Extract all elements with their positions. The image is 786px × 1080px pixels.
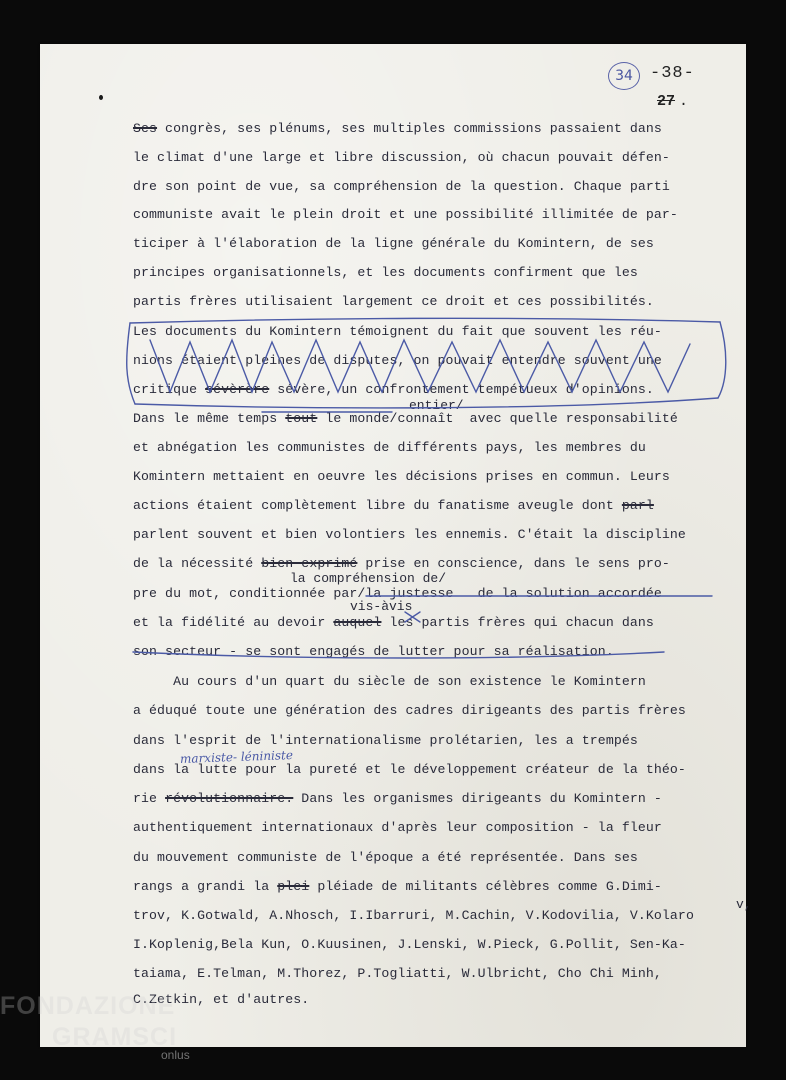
old-page-number-suffix: .	[679, 93, 689, 110]
line-text-continued: Dans les organismes dirigeants du Komintern -	[293, 791, 662, 806]
inserted-phrase-comprehension: la compréhension de/	[290, 571, 447, 586]
line-text: pre du mot, conditionnée par/la justesse de la solution accordée	[133, 586, 662, 601]
struck-text: parl	[621, 498, 654, 513]
line-text-continued: les partis frères qui chacun dans	[381, 615, 654, 630]
text-line	[133, 411, 678, 426]
text-line	[133, 150, 670, 165]
struck-text: bien exprimé	[261, 556, 358, 571]
struck-text: auquel	[333, 615, 382, 630]
line-text: actions étaient complètement libre du fanatisme aveugle dont	[133, 498, 622, 513]
watermark-line2: GRAMSCI	[52, 1023, 178, 1051]
line-text: I.Koplenig,Bela Kun, O.Kuusinen, J.Lenski, W.Pieck, G.Pollit, Sen-Ka-	[133, 937, 686, 952]
text-line	[133, 820, 662, 835]
text-line	[133, 674, 646, 689]
line-text: le climat d'une large et libre discussion, où chacun pouvait défen-	[133, 150, 670, 165]
typewritten-page	[40, 44, 746, 1047]
line-text: communiste avait le plein droit et une possibilité illimitée de par-	[133, 207, 678, 222]
ink-mark	[99, 95, 103, 100]
line-text-continued: le monde/connaît avec quelle responsabilité	[317, 411, 678, 426]
text-line	[133, 179, 670, 194]
struck-text: tout	[285, 411, 318, 426]
text-line	[133, 121, 662, 136]
line-text: critique	[133, 382, 206, 397]
line-text: principes organisationnels, et les documents confirment que les	[133, 265, 638, 280]
text-line	[133, 382, 654, 397]
text-line	[133, 966, 662, 981]
line-text: rangs a grandi la	[133, 879, 278, 894]
text-line	[133, 498, 654, 513]
line-text: Les documents du Komintern témoignent du fait que souvent les réu-	[133, 324, 662, 339]
text-line	[133, 908, 694, 923]
line-text-continued: pléiade de militants célèbres comme G.Dimi-	[309, 879, 662, 894]
text-line	[133, 353, 662, 368]
text-line	[133, 733, 638, 748]
text-line	[133, 440, 646, 455]
line-text: de la nécessité	[133, 556, 262, 571]
line-text: authentiquement internationaux d'après leur composition - la fleur	[133, 820, 662, 835]
struck-text: sévèrère	[205, 382, 270, 397]
inserted-word-entier: entier/	[409, 398, 464, 413]
line-text: congrès, ses plénums, ses multiples commissions passaient dans	[157, 121, 662, 136]
watermark-onlus: onlus	[161, 1048, 190, 1062]
line-text: partis frères utilisaient largement ce droit et ces possibilités.	[133, 294, 654, 309]
line-text: dans l'esprit de l'internationalisme prolétarien, les a trempés	[133, 733, 638, 748]
text-line	[133, 556, 670, 571]
line-text: a éduqué toute une génération des cadres dirigeants des partis frères	[133, 703, 686, 718]
text-line	[133, 703, 686, 718]
line-text: nions étaient pleines de disputes, on pouvait entendre souvent une	[133, 353, 662, 368]
line-text: parlent souvent et bien volontiers les ennemis. C'était la discipline	[133, 527, 686, 542]
text-line	[133, 615, 654, 630]
text-line	[133, 265, 638, 280]
line-text-continued: prise en conscience, dans le sens pro-	[357, 556, 670, 571]
text-line	[133, 644, 614, 659]
line-text: dre son point de vue, sa compréhension de la question. Chaque parti	[133, 179, 670, 194]
watermark-line1: FONDAZIONE	[0, 992, 176, 1020]
line-text: rie	[133, 791, 166, 806]
struck-text: Ses	[133, 121, 158, 136]
line-text: C.Zetkin, et d'autres.	[133, 992, 310, 1007]
line-text: et abnégation les communistes de différents pays, les membres du	[133, 440, 646, 455]
line-text: Au cours d'un quart du siècle de son existence le Komintern	[133, 674, 646, 689]
line-text: trov, K.Gotwald, A.Nhosch, I.Ibarruri, M.Cachin, V.Kodovilia, V.Kolaro	[133, 908, 694, 923]
struck-text: plei	[277, 879, 310, 894]
text-line	[133, 294, 654, 309]
line-text: Komintern mettaient en oeuvre les décisions prises en commun. Leurs	[133, 469, 670, 484]
archive-page-number: 34	[608, 62, 640, 90]
text-line	[133, 791, 662, 806]
line-text: son secteur - se sont engagés de lutter pour sa réalisation.	[133, 644, 614, 659]
text-line	[133, 850, 638, 865]
handwritten-insertion-marxiste-leniniste: marxiste- léniniste	[179, 748, 294, 766]
margin-continuation: v,	[736, 897, 752, 912]
page-number: -38-	[650, 64, 695, 83]
line-text: Dans le même temps	[133, 411, 286, 426]
line-text: et la fidélité au devoir	[133, 615, 334, 630]
line-text-continued: sévère, un confrontement tempétueux d'opinions.	[269, 382, 654, 397]
text-line	[133, 207, 678, 222]
inserted-word-vis-a-vis: vis-àvis	[350, 599, 413, 614]
line-text: dans la lutte pour la pureté et le développement créateur de la théo-	[133, 762, 686, 777]
old-page-number-struck: 27	[657, 93, 676, 110]
line-text: du mouvement communiste de l'époque a été représentée. Dans ses	[133, 850, 638, 865]
text-line	[133, 879, 662, 894]
text-line	[133, 527, 686, 542]
text-line	[133, 937, 686, 952]
text-line	[133, 469, 670, 484]
text-line	[133, 324, 662, 339]
struck-text: révolutionnaire.	[165, 791, 294, 806]
text-line	[133, 236, 654, 251]
line-text: ticiper à l'élaboration de la ligne générale du Komintern, de ses	[133, 236, 654, 251]
line-text: taiama, E.Telman, M.Thorez, P.Togliatti, W.Ulbricht, Cho Chi Minh,	[133, 966, 662, 981]
